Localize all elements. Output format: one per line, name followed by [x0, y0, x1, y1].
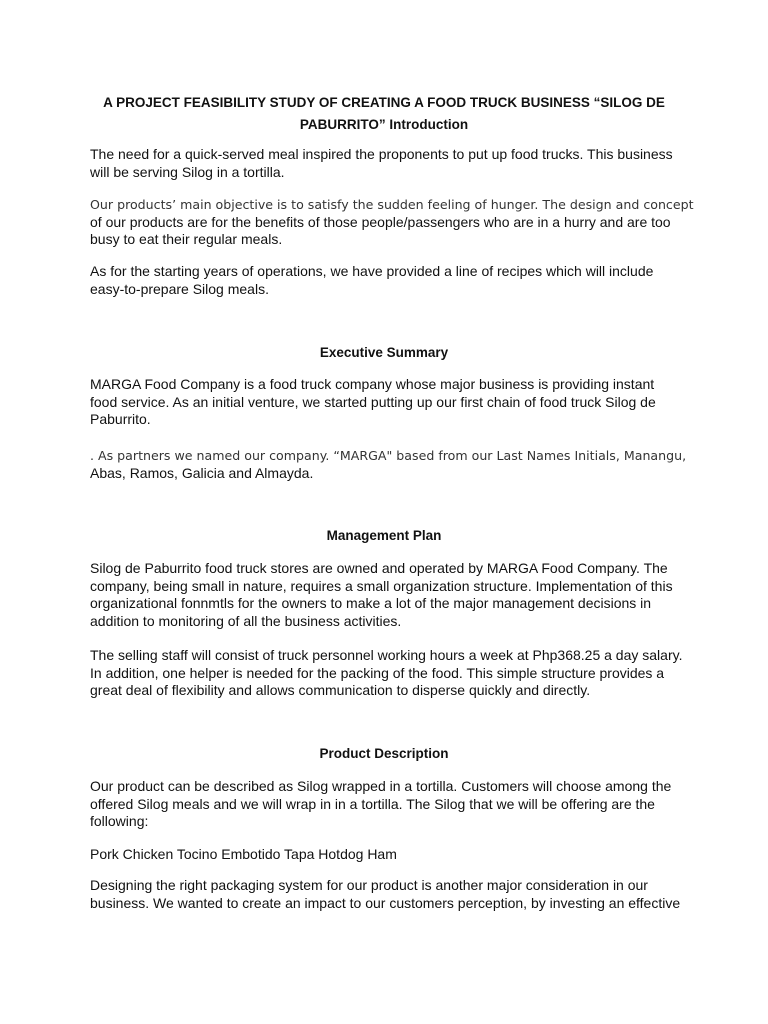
product-description-paragraph-3 — [90, 877, 690, 912]
text-line: busy to eat their regular meals. — [90, 231, 283, 247]
text-line: Pork Chicken Tocino Embotido Tapa Hotdog Ham — [90, 846, 397, 862]
text-line: In addition, one helper is needed for the packing of the food. This simple structure provides a — [90, 664, 665, 681]
text-line: Abas, Ramos, Galicia and Almayda. — [90, 464, 314, 481]
text-line: The selling staff will consist of truck personnel working hours a week at Php368.25 a day salary. — [90, 647, 683, 663]
text-line: Paburrito. — [90, 411, 151, 427]
text-line: company, being small in nature, requires a small organization structure. Implementation of this — [90, 577, 673, 594]
text-line: organizational fonnmtls for the owners to make a lot of the major management decisions in — [90, 595, 652, 611]
text-line: Our products’ main objective is to satisfy the sudden feeling of hunger. The design and concept — [90, 197, 694, 212]
title-line: PABURRITO” Introduction — [299, 117, 469, 132]
executive-summary-paragraph-1 — [90, 376, 690, 429]
text-line: easy-to-prepare Silog meals. — [90, 280, 269, 297]
text-line: addition to monitoring of all the business activities. — [90, 612, 402, 629]
executive-summary-paragraph-2 — [90, 447, 690, 482]
intro-paragraph-1 — [90, 146, 690, 181]
text-line: Our product can be described as Silog wrapped in a tortilla. Customers will choose among the — [90, 778, 672, 794]
product-list-line — [90, 846, 690, 864]
intro-paragraph-3 — [90, 263, 690, 298]
title-line: A PROJECT FEASIBILITY STUDY OF CREATING A FOOD TRUCK BUSINESS “SILOG DE — [103, 95, 665, 110]
executive-summary-heading: Executive Summary — [319, 345, 449, 360]
text-line: The need for a quick-served meal inspired the proponents to put up food trucks. This business — [90, 146, 673, 162]
text-line: Designing the right packaging system for our product is another major consideration in our — [90, 877, 648, 893]
document-title — [80, 92, 688, 136]
product-description-paragraph-1 — [90, 778, 690, 831]
text-line: As for the starting years of operations, we have provided a line of recipes which will include — [90, 263, 654, 279]
text-line: MARGA Food Company is a food truck company whose major business is providing instant — [90, 376, 655, 392]
intro-paragraph-2 — [90, 196, 694, 249]
product-description-heading: Product Description — [319, 746, 449, 761]
text-line: will be serving Silog in a tortilla. — [90, 163, 285, 180]
text-line: . As partners we named our company. “MARGA" based from our Last Names Initials, Manangu, — [90, 448, 687, 463]
management-plan-heading: Management Plan — [326, 528, 442, 543]
text-line: of our products are for the benefits of those people/passengers who are in a hurry and are too — [90, 213, 671, 230]
text-line: Silog de Paburrito food truck stores are owned and operated by MARGA Food Company. The — [90, 560, 668, 576]
management-plan-paragraph-1 — [90, 560, 690, 630]
text-line: offered Silog meals and we will wrap in in a tortilla. The Silog that we will be offering are the — [90, 795, 655, 812]
text-line: business. We wanted to create an impact to our customers perception, by investing an effective — [90, 894, 681, 911]
text-line: food service. As an initial venture, we started putting up our first chain of food truck Silog de — [90, 393, 656, 410]
text-line: following: — [90, 813, 149, 829]
management-plan-paragraph-2 — [90, 647, 690, 700]
text-line: great deal of flexibility and allows communication to disperse quickly and directly. — [90, 682, 591, 698]
